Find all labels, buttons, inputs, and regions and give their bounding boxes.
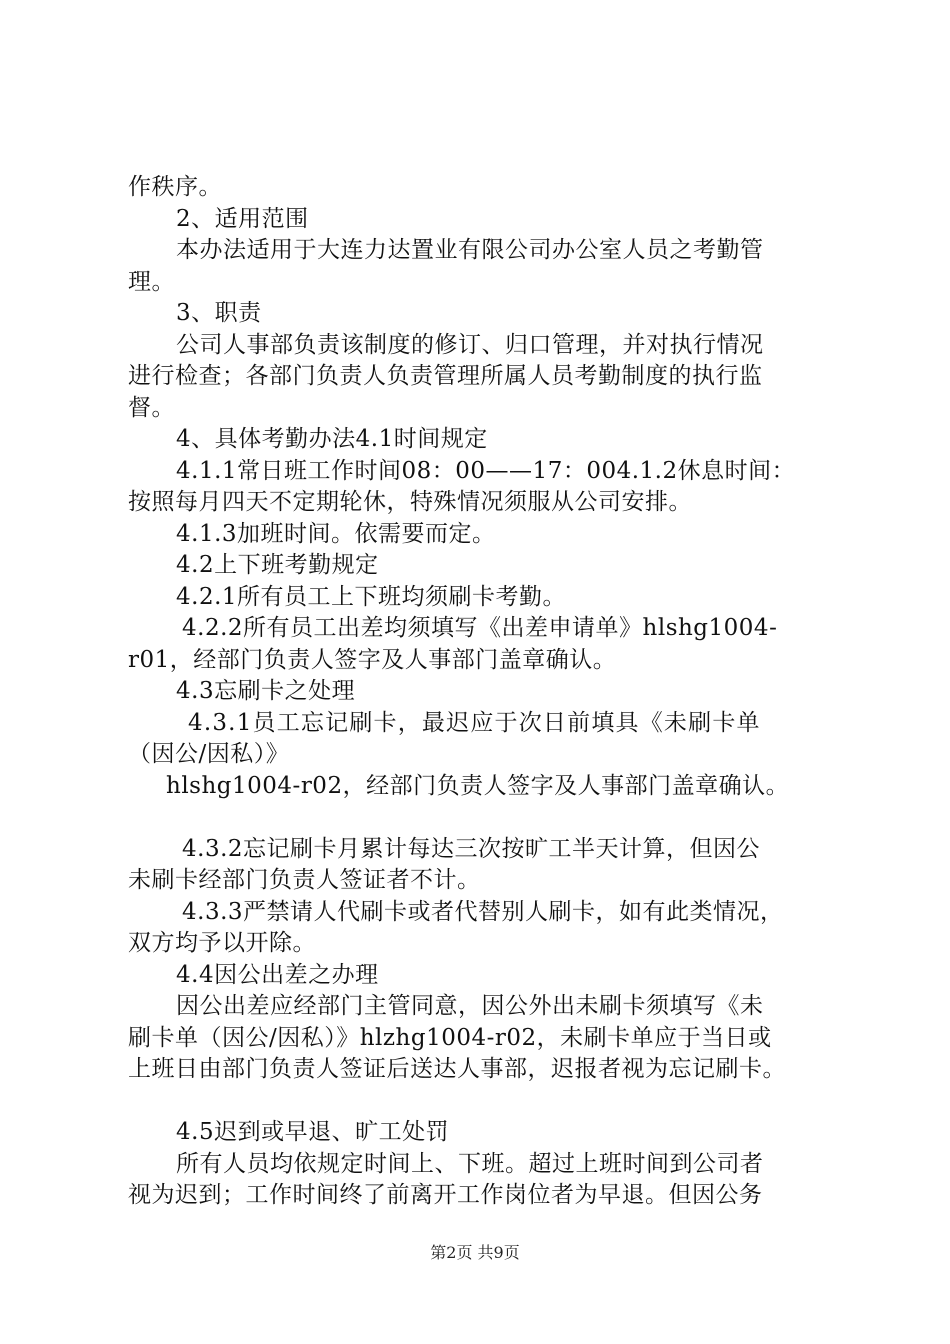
text-line: 上班日由部门负责人签证后送达人事部，迟报者视为忘记刷卡。 xyxy=(128,1056,786,1082)
document-body xyxy=(128,172,840,1212)
text-line: 理。 xyxy=(128,268,175,295)
text-line: 未刷卡经部门负责人签证者不计。 xyxy=(128,867,481,893)
subsection-heading: 4.3忘刷卡之处理 xyxy=(176,678,356,704)
text-line: 4.2.1所有员工上下班均须刷卡考勤。 xyxy=(176,583,567,610)
text-line: 4.1.3加班时间。依需要而定。 xyxy=(176,520,496,547)
text-line: 4.1.1常日班工作时间08：00——17：004.1.2休息时间： xyxy=(176,457,796,484)
text-line: r01，经部门负责人签字及人事部门盖章确认。 xyxy=(128,646,617,673)
text-line: （因公/因私）》 xyxy=(128,741,290,767)
text-line: 刷卡单（因公/因私）》hlzhg1004-r02，未刷卡单应于当日或 xyxy=(128,1024,772,1051)
text-line: 因公出差应经部门主管同意，因公外出未刷卡须填写《未 xyxy=(176,993,764,1019)
text-line: 视为迟到；工作时间终了前离开工作岗位者为早退。但因公务 xyxy=(128,1182,763,1208)
page-number-footer: 第2页 共9页 xyxy=(430,1243,520,1262)
text-line: 按照每月四天不定期轮休，特殊情况须服从公司安排。 xyxy=(128,489,692,515)
text-line: hlshg1004-r02，经部门负责人签字及人事部门盖章确认。 xyxy=(166,772,790,799)
subsection-heading: 4.2上下班考勤规定 xyxy=(176,552,379,578)
text-line: 4.3.3严禁请人代刷卡或者代替别人刷卡，如有此类情况， xyxy=(182,898,784,925)
text-line: 4.3.1员工忘记刷卡，最迟应于次日前填具《未刷卡单 xyxy=(188,709,761,736)
section-heading-duties: 3、职责 xyxy=(176,300,262,326)
text-line: 本办法适用于大连力达置业有限公司办公室人员之考勤管 xyxy=(176,237,764,263)
text-line: 督。 xyxy=(128,394,175,421)
blank-line xyxy=(128,802,840,834)
section-heading-scope: 2、适用范围 xyxy=(176,205,309,232)
text-line: 公司人事部负责该制度的修订、归口管理，并对执行情况 xyxy=(176,331,764,358)
text-line: 4.2.2所有员工出差均须填写《出差申请单》hlshg1004- xyxy=(182,615,778,641)
text-line: 作秩序。 xyxy=(128,174,222,200)
blank-line xyxy=(128,1086,840,1118)
section-heading-attendance: 4、具体考勤办法4.1时间规定 xyxy=(176,426,488,452)
text-line: 双方均予以开除。 xyxy=(128,930,316,956)
subsection-heading: 4.4因公出差之办理 xyxy=(176,961,379,988)
text-line: 4.3.2忘记刷卡月累计每达三次按旷工半天计算，但因公 xyxy=(182,835,761,862)
subsection-heading: 4.5迟到或早退、旷工处罚 xyxy=(176,1119,450,1145)
text-line: 进行检查；各部门负责人负责管理所属人员考勤制度的执行监 xyxy=(128,363,763,389)
text-line: 所有人员均依规定时间上、下班。超过上班时间到公司者 xyxy=(176,1150,764,1177)
